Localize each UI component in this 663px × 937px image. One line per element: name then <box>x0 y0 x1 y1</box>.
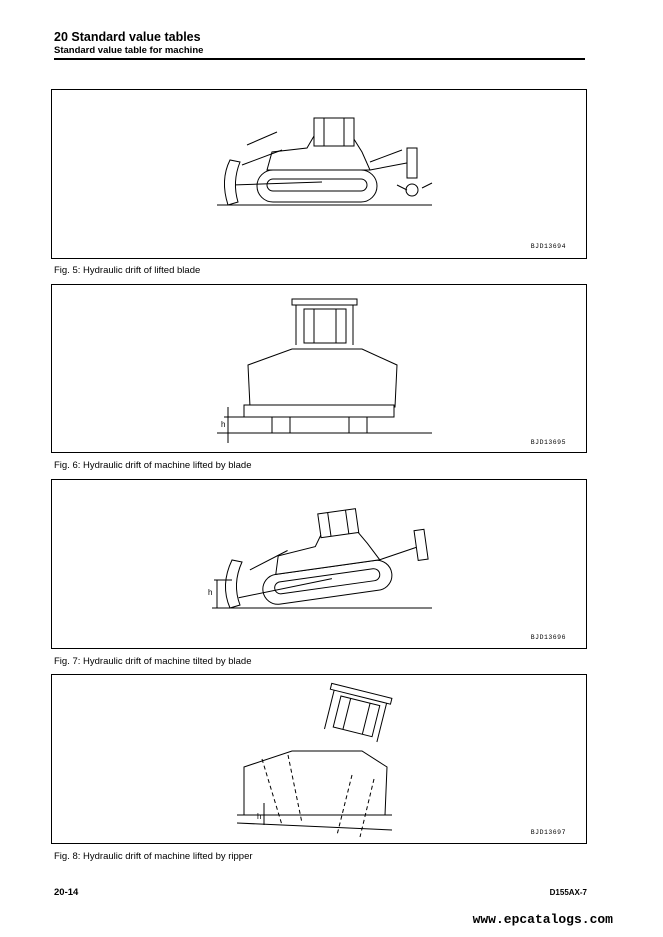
figure-8-dimension-label: h <box>257 812 262 821</box>
figure-5-caption: Fig. 5: Hydraulic drift of lifted blade <box>54 265 201 276</box>
figure-6-caption: Fig. 6: Hydraulic drift of machine lifted by blade <box>54 460 252 471</box>
figure-8-frame <box>51 674 587 844</box>
figure-7-drawing <box>52 480 588 650</box>
header-rule <box>54 58 585 60</box>
figure-7-caption: Fig. 7: Hydraulic drift of machine tilted by blade <box>54 656 252 667</box>
figure-5-frame <box>51 89 587 259</box>
page-number: 20-14 <box>54 887 79 898</box>
figure-8-code: BJD13697 <box>530 829 566 836</box>
figure-7-code: BJD13696 <box>530 634 566 641</box>
figure-8-caption: Fig. 8: Hydraulic drift of machine lifted by ripper <box>54 851 253 862</box>
watermark: www.epcatalogs.com <box>472 912 613 927</box>
figure-6-dimension-label: h <box>221 420 226 429</box>
figure-5-code: BJD13694 <box>530 243 566 250</box>
figure-6-code: BJD13695 <box>530 439 566 446</box>
figure-6-drawing <box>52 285 588 454</box>
model-number: D155AX-7 <box>549 888 587 897</box>
figure-5-drawing <box>52 90 588 260</box>
section-subtitle: Standard value table for machine <box>54 45 204 56</box>
section-title: 20 Standard value tables <box>54 30 201 44</box>
figure-7-dimension-label: h <box>208 588 213 597</box>
figure-6-frame <box>51 284 587 453</box>
figure-7-frame <box>51 479 587 649</box>
figure-8-drawing <box>52 675 588 845</box>
